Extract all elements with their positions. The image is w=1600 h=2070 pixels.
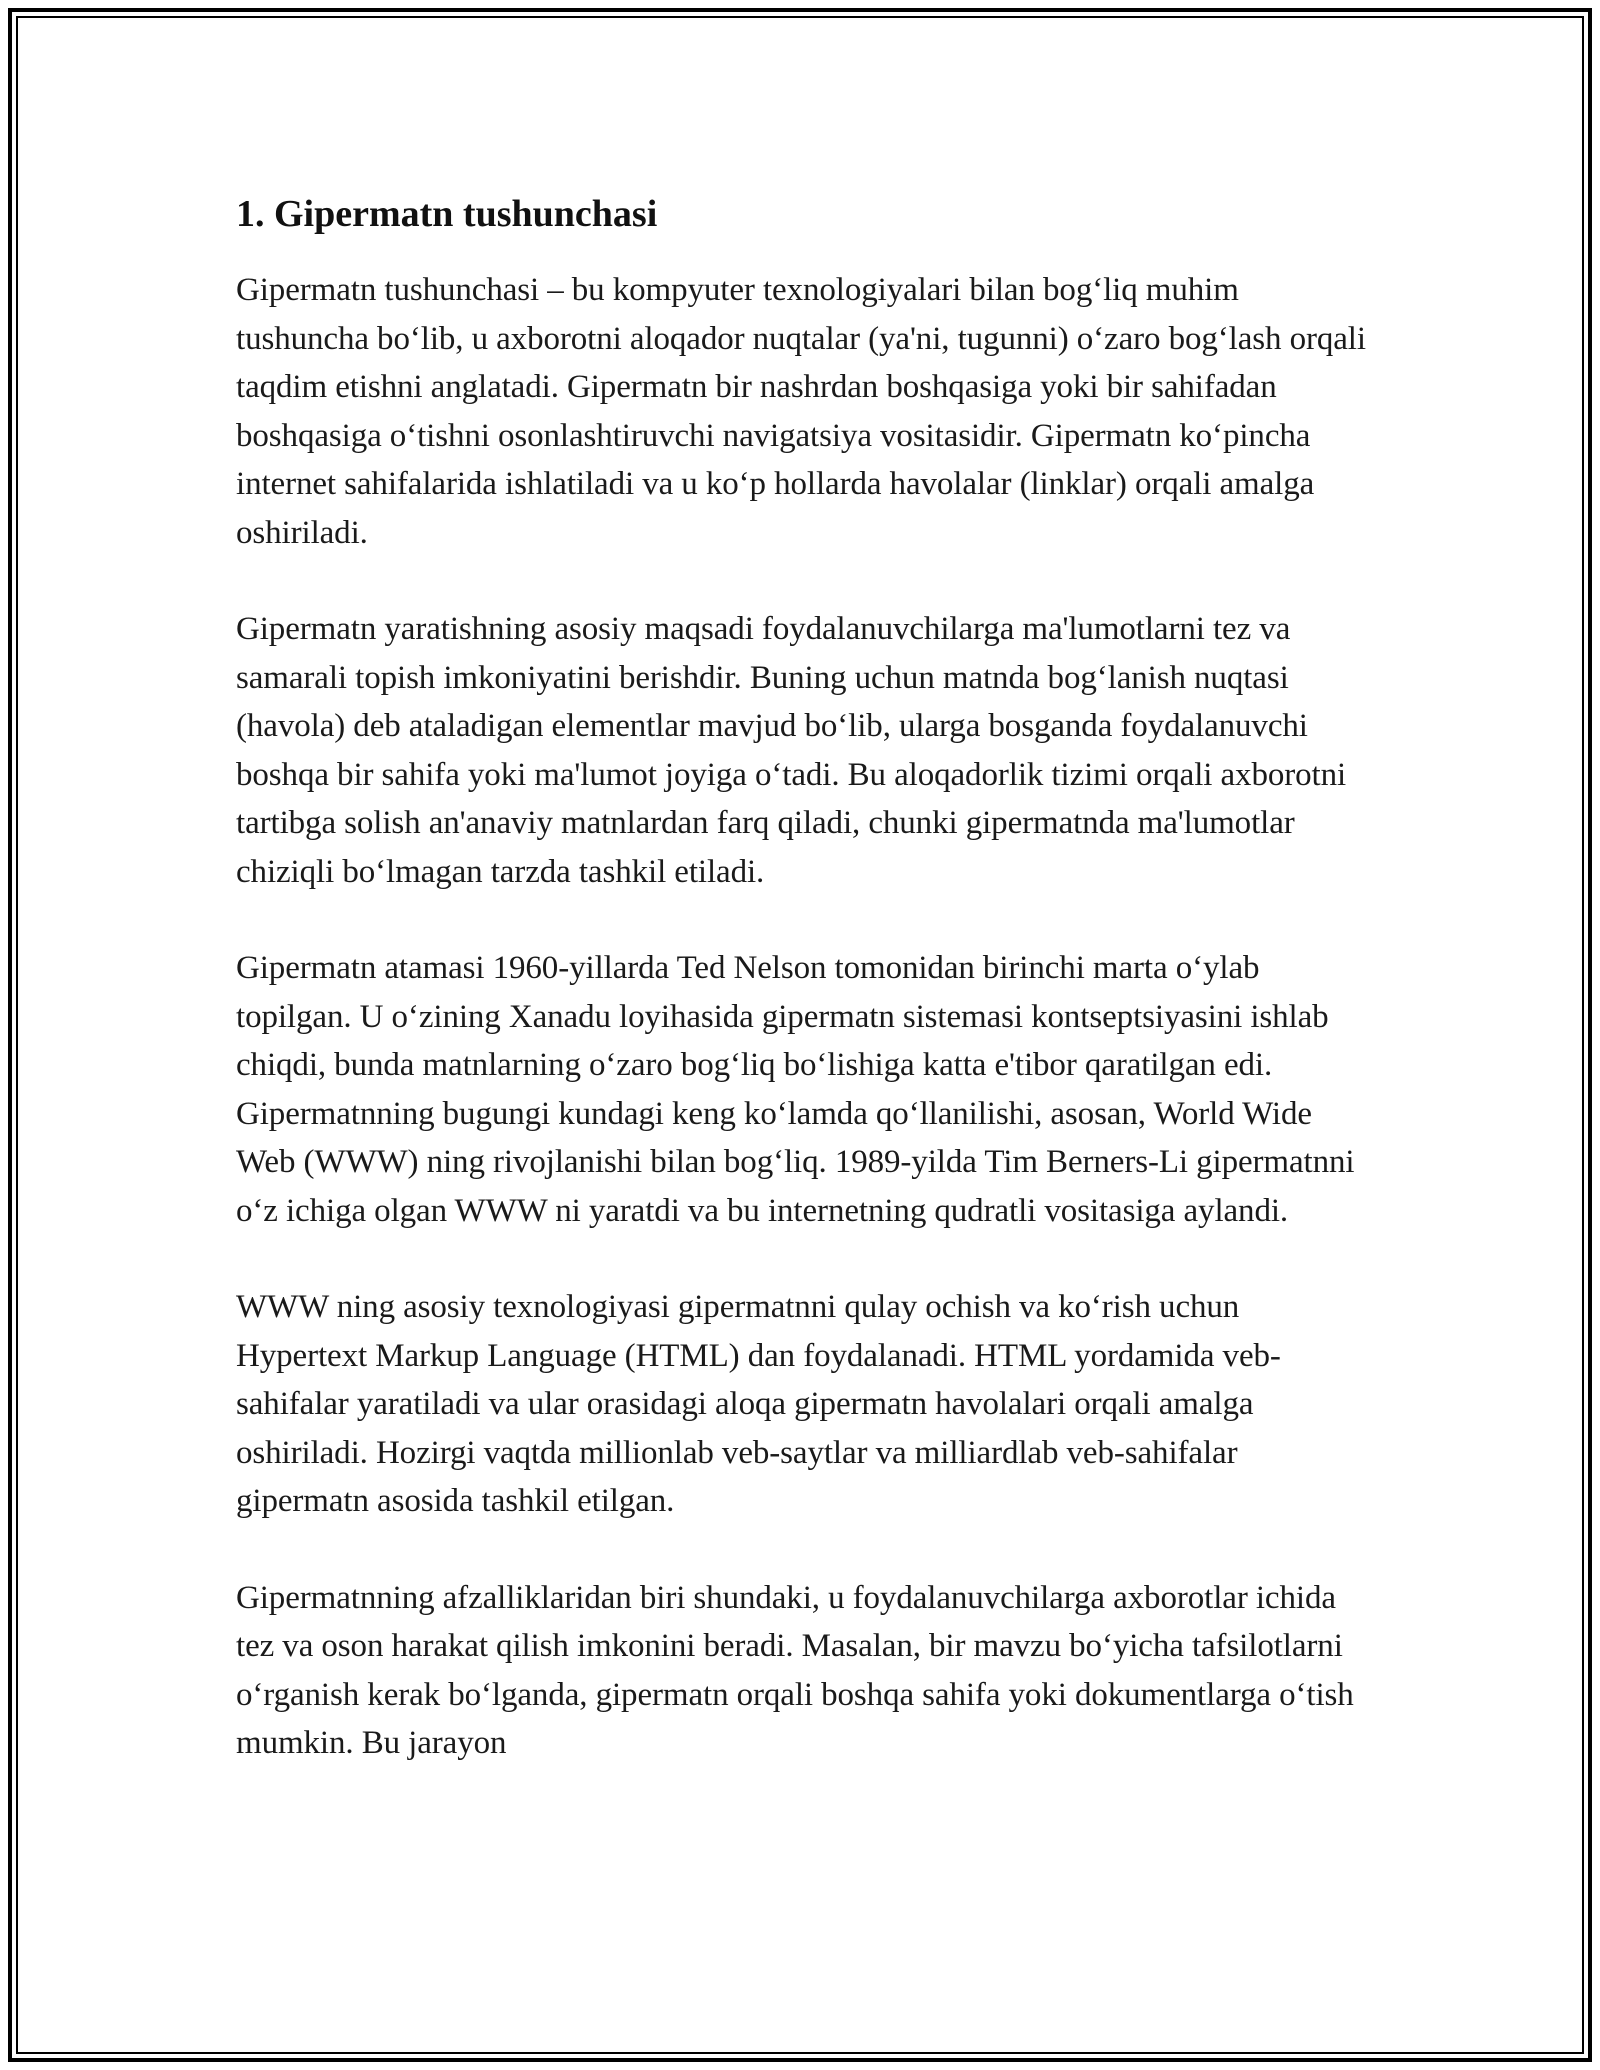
paragraph-www-html: WWW ning asosiy texnologiyasi gipermatnni qulay ochish va ko‘rish uchun Hypertext Markup Language (HTML) dan foydalanadi. HTML yordamida veb-sahifalar yaratiladi va ular orasidagi aloqa gipermatn havolalari orqali amalga oshiriladi. Hozirgi vaqtda millionlab veb-saytlar va milliardlab veb-sahifalar gipermatn asosida tashkil etilgan.: [236, 1289, 1281, 1519]
paragraph-advantages: Gipermatnning afzalliklaridan biri shundaki, u foydalanuvchilarga axborotlar ichida tez va oson harakat qilish imkonini beradi. Masalan, bir mavzu bo‘yicha tafsilotlarni o‘rganish kerak bo‘lganda, gipermatn orqali boshqa sahifa yoki dokumentlarga o‘tish mumkin. Bu jarayon: [236, 1579, 1354, 1761]
document-body: [236, 190, 1376, 1768]
paragraph-history: Gipermatn atamasi 1960-yillarda Ted Nelson tomonidan birinchi marta o‘ylab topilgan. U o‘zining Xanadu loyihasida gipermatn sistemasi kontseptsiyasini ishlab chiqdi, bunda matnlarning o‘zaro bog‘liq bo‘lishiga katta e'tibor qaratilgan edi. Gipermatnning bugungi kundagi keng ko‘lamda qo‘llanilishi, asosan, World Wide Web (WWW) ning rivojlanishi bilan bog‘liq. 1989-yilda Tim Berners-Li gipermatnni o‘z ichiga olgan WWW ni yaratdi va bu internetning qudratli vositasiga aylandi.: [236, 950, 1355, 1229]
section-heading: 1. Gipermatn tushunchasi: [236, 193, 658, 235]
paragraph-purpose: Gipermatn yaratishning asosiy maqsadi foydalanuvchilarga ma'lumotlarni tez va samarali topish imkoniyatini berishdir. Buning uchun matnda bog‘lanish nuqtasi (havola) deb ataladigan elementlar mavjud bo‘lib, ularga bosganda foydalanuvchi boshqa bir sahifa yoki ma'lumot joyiga o‘tadi. Bu aloqadorlik tizimi orqali axborotni tartibga solish an'anaviy matnlardan farq qiladi, chunki gipermatnda ma'lumotlar chiziqli bo‘lmagan tarzda tashkil etiladi.: [236, 611, 1347, 890]
paragraph-definition: Gipermatn tushunchasi – bu kompyuter texnologiyalari bilan bog‘liq muhim tushuncha bo‘lib, u axborotni aloqador nuqtalar (ya'ni, tugunni) o‘zaro bog‘lash orqali taqdim etishni anglatadi. Gipermatn bir nashrdan boshqasiga yoki bir sahifadan boshqasiga o‘tishni osonlashtiruvchi navigatsiya vositasidir. Gipermatn ko‘pincha internet sahifalarida ishlatiladi va u ko‘p hollarda havolalar (linklar) orqali amalga oshiriladi.: [236, 272, 1366, 551]
